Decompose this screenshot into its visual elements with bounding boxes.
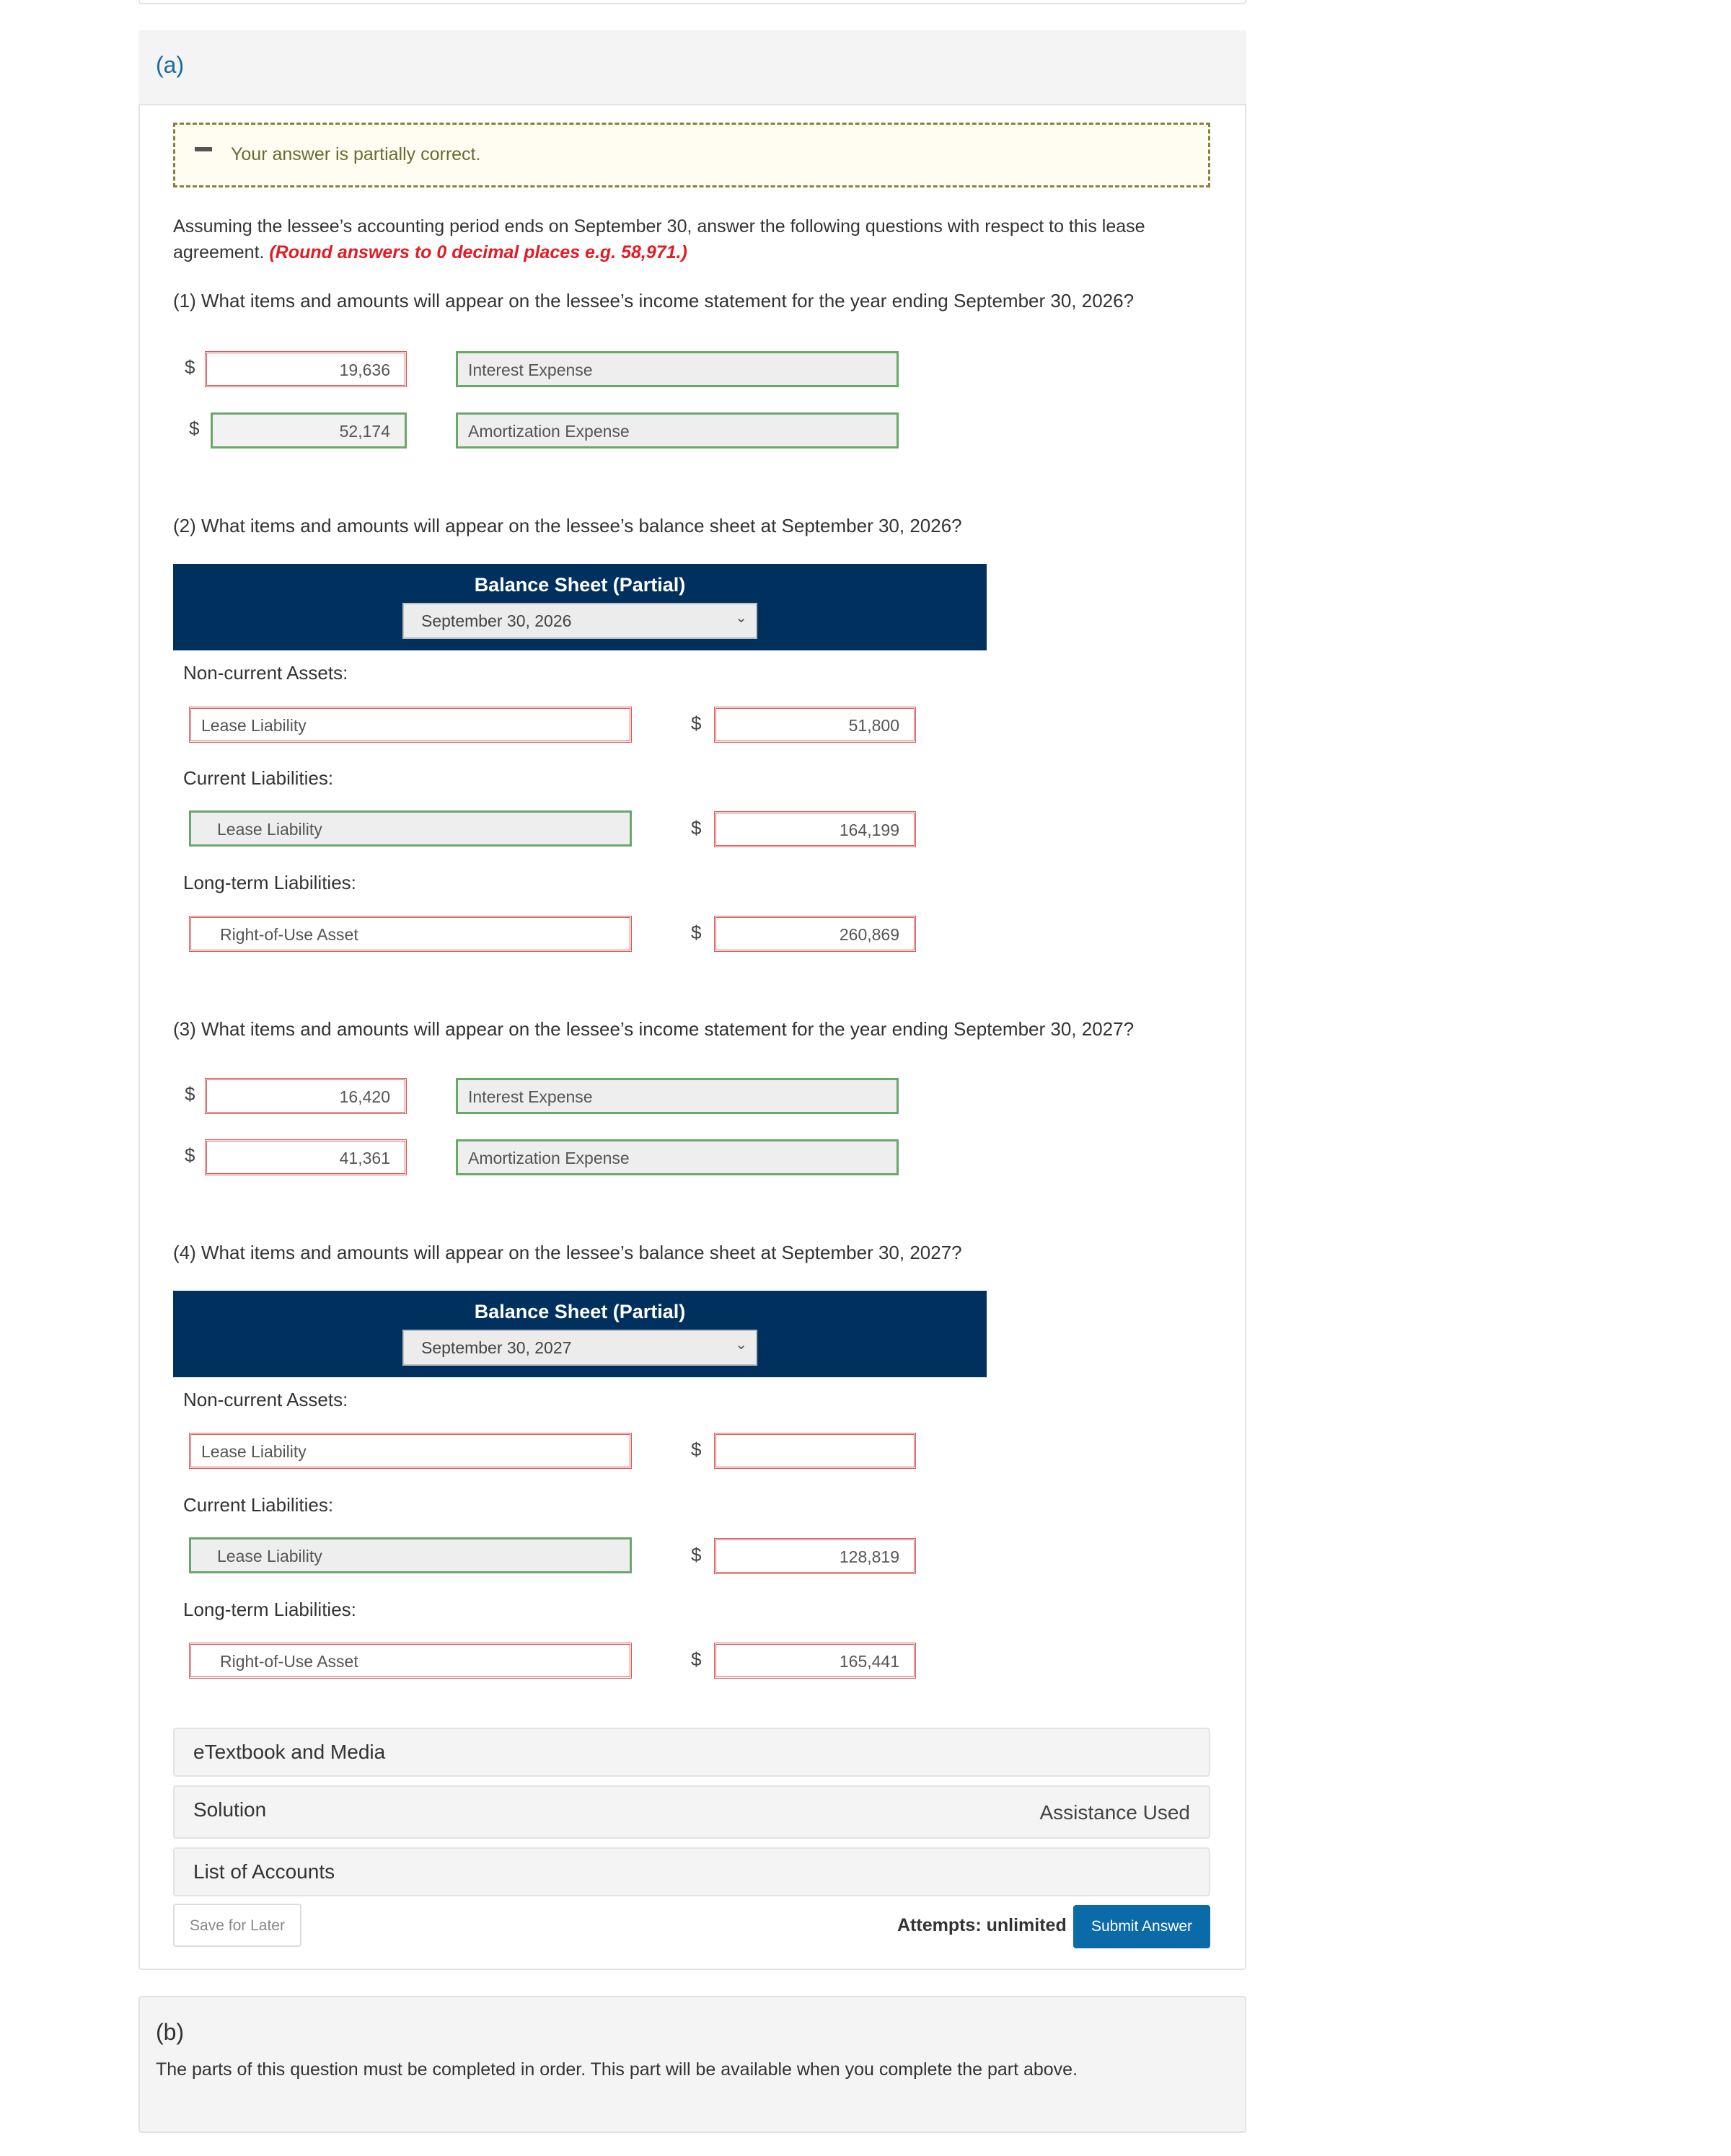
part-a-header bbox=[138, 30, 1246, 105]
previous-card-edge bbox=[138, 0, 1246, 4]
q3-interest-amount-input[interactable]: 16,420 bbox=[205, 1078, 407, 1114]
q3-amortization-item-select[interactable]: Amortization Expense bbox=[456, 1139, 899, 1175]
q4-longterm-amount-input[interactable]: 165,441 bbox=[714, 1643, 916, 1679]
q2-section-heading: Current Liabilities: bbox=[183, 767, 334, 789]
q1-amortization-amount-input[interactable]: 52,174 bbox=[211, 412, 407, 449]
q2-section-heading: Long-term Liabilities: bbox=[183, 872, 356, 893]
solution-label: Solution bbox=[193, 1798, 267, 1821]
q1-amortization-item-select[interactable]: Amortization Expense bbox=[456, 412, 899, 449]
etextbook-media-button[interactable]: eTextbook and Media bbox=[173, 1728, 1210, 1777]
currency-symbol: $ bbox=[691, 712, 702, 734]
q2-noncurrent-item-select[interactable]: Lease Liability bbox=[189, 707, 632, 743]
currency-symbol: $ bbox=[691, 922, 702, 943]
solution-button[interactable] bbox=[173, 1785, 1210, 1839]
q2-longterm-amount-input[interactable]: 260,869 bbox=[714, 916, 916, 952]
attempts-label: Attempts: unlimited bbox=[897, 1915, 1067, 1935]
q4-date-value: September 30, 2027 bbox=[421, 1338, 572, 1357]
q4-section-heading: Non-current Assets: bbox=[183, 1389, 348, 1410]
balance-sheet-title: Balance Sheet (Partial) bbox=[474, 574, 686, 596]
rounding-instruction: (Round answers to 0 decimal places e.g. 58,971.) bbox=[269, 242, 687, 262]
chevron-down-icon: ⌄ bbox=[735, 1337, 747, 1353]
q3-interest-item-select[interactable]: Interest Expense bbox=[456, 1078, 899, 1114]
q1-interest-item-select[interactable]: Interest Expense bbox=[456, 351, 899, 387]
part-a-label: (a) bbox=[156, 52, 185, 78]
question-2: (2) What items and amounts will appear on the lessee’s balance sheet at September 30, 2026? bbox=[173, 515, 962, 536]
currency-symbol: $ bbox=[691, 1544, 702, 1565]
currency-symbol: $ bbox=[185, 356, 195, 378]
currency-symbol: $ bbox=[691, 1439, 702, 1460]
q2-longterm-item-select[interactable]: Right-of-Use Asset bbox=[189, 916, 632, 952]
partial-correct-icon bbox=[195, 147, 212, 151]
q4-longterm-item-select[interactable]: Right-of-Use Asset bbox=[189, 1643, 632, 1679]
currency-symbol: $ bbox=[185, 1083, 195, 1105]
list-of-accounts-button[interactable]: List of Accounts bbox=[173, 1847, 1210, 1896]
balance-sheet-title: Balance Sheet (Partial) bbox=[474, 1301, 686, 1322]
question-4: (4) What items and amounts will appear on the lessee’s balance sheet at September 30, 2027? bbox=[173, 1242, 962, 1263]
submit-answer-button[interactable]: Submit Answer bbox=[1073, 1905, 1210, 1948]
currency-symbol: $ bbox=[691, 817, 702, 839]
question-3: (3) What items and amounts will appear on the lessee’s income statement for the year ending September 30, 2027? bbox=[173, 1018, 1135, 1040]
q2-date-select[interactable] bbox=[402, 603, 757, 639]
currency-symbol: $ bbox=[185, 1144, 195, 1166]
q4-current-item-select[interactable]: Lease Liability bbox=[189, 1537, 632, 1573]
question-1: (1) What items and amounts will appear on the lessee’s income statement for the year ending September 30, 2026? bbox=[173, 290, 1135, 312]
notice-text: Your answer is partially correct. bbox=[231, 144, 481, 164]
q3-amortization-amount-input[interactable]: 41,361 bbox=[205, 1139, 407, 1175]
q4-section-heading: Current Liabilities: bbox=[183, 1494, 334, 1516]
q4-noncurrent-item-select[interactable]: Lease Liability bbox=[189, 1433, 632, 1469]
instructions bbox=[173, 213, 1197, 265]
part-b-message: The parts of this question must be completed in order. This part will be available when you complete the part above. bbox=[156, 2059, 1078, 2080]
q4-section-heading: Long-term Liabilities: bbox=[183, 1599, 356, 1620]
part-b-label: (b) bbox=[156, 2019, 185, 2045]
save-for-later-button[interactable]: Save for Later bbox=[173, 1904, 301, 1947]
q4-date-select[interactable] bbox=[402, 1330, 757, 1366]
q4-noncurrent-amount-input[interactable] bbox=[714, 1433, 916, 1469]
q2-current-item-select[interactable]: Lease Liability bbox=[189, 810, 632, 847]
q4-current-amount-input[interactable]: 128,819 bbox=[714, 1538, 916, 1574]
q2-noncurrent-amount-input[interactable]: 51,800 bbox=[714, 707, 916, 743]
q1-interest-amount-input[interactable]: 19,636 bbox=[205, 351, 407, 387]
chevron-down-icon: ⌄ bbox=[735, 610, 747, 626]
currency-symbol: $ bbox=[691, 1648, 702, 1670]
q2-section-heading: Non-current Assets: bbox=[183, 662, 348, 684]
part-a-panel bbox=[138, 30, 1246, 1970]
instructions-text: Assuming the lessee’s accounting period ends on September 30, answer the following questions with respect to this lease agreement. bbox=[173, 216, 1145, 262]
currency-symbol: $ bbox=[189, 417, 200, 439]
q2-date-value: September 30, 2026 bbox=[421, 611, 572, 630]
assistance-used-label: Assistance Used bbox=[1039, 1801, 1190, 1824]
q2-current-amount-input[interactable]: 164,199 bbox=[714, 811, 916, 847]
